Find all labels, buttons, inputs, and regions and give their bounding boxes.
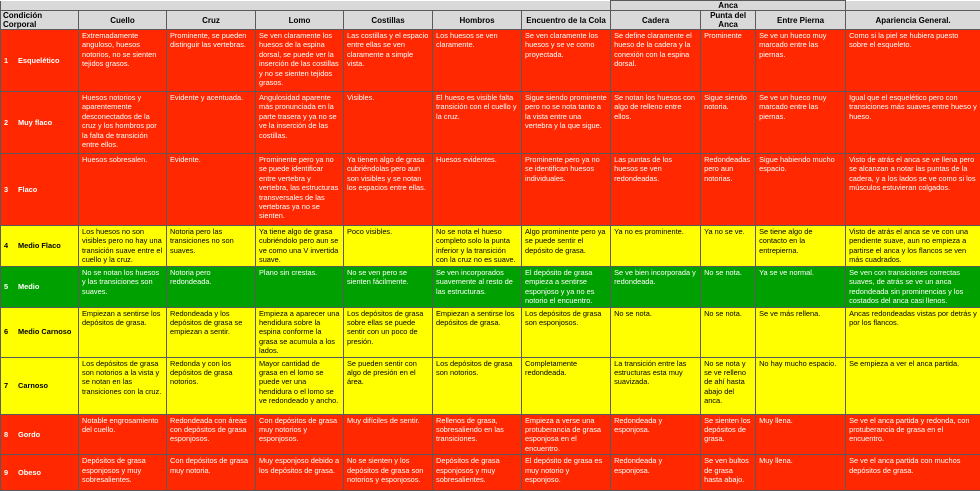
table-cell: Mayor cantidad de grasa en el lomo se puede ver una hendidura o el lomo se ve redondeado y ancho.	[256, 357, 344, 414]
table-cell: Depósitos de grasa esponjosos y muy sobresalientes.	[79, 455, 167, 491]
table-cell: Muy llena.	[756, 455, 846, 491]
table-row	[1, 414, 980, 455]
table-cell: Con depósitos de grasa muy notorios y esponjosos.	[256, 414, 344, 455]
condition-name: Medio Carnoso	[18, 327, 71, 336]
table-cell: Algo prominente pero ya se puede sentir el depósito de grasa.	[522, 226, 611, 267]
table-row	[1, 226, 980, 267]
header-punta-anca: Punta del Anca	[701, 11, 756, 30]
table-cell: Como si la piel se hubiera puesto sobre el esqueleto.	[846, 30, 980, 92]
table-cell: Los depósitos de grasa son notorios.	[433, 357, 522, 414]
table-row	[1, 267, 980, 308]
table-cell: Notoria pero redondeada.	[167, 267, 256, 308]
table-cell: No se nota.	[611, 307, 701, 357]
table-cell: Igual que el esquelético pero con transiciones más suaves entre hueso y hueso.	[846, 92, 980, 154]
table-cell: Visibles.	[344, 92, 433, 154]
condition-name: Medio	[18, 282, 39, 291]
condition-cell	[1, 30, 79, 92]
table-cell: No se notan los huesos y las transiciones son suaves.	[79, 267, 167, 308]
table-cell: Notoria pero las transiciones no son suaves.	[167, 226, 256, 267]
condition-cell	[1, 455, 79, 491]
condition-name: Muy flaco	[18, 118, 52, 127]
condition-name: Carnoso	[18, 381, 48, 390]
table-row	[1, 154, 980, 226]
header-hombros: Hombros	[433, 11, 522, 30]
table-cell: El depósito de grasa empieza a sentirse esponjoso y ya no es notorio el encuentro.	[522, 267, 611, 308]
condition-number: 2	[4, 118, 18, 127]
table-cell: Los depósitos de grasa son esponjosos.	[522, 307, 611, 357]
table-cell: Muy llena.	[756, 414, 846, 455]
table-cell: Los huesos no son visibles pero no hay una transición suave entre el cuello y la cruz.	[79, 226, 167, 267]
table-cell: Visto de atrás el anca se ve llena pero se alcanzan a notar las puntas de la cadera, y a los lados se ve como si los músculos estuvieran colgados.	[846, 154, 980, 226]
table-cell: Se ven bultos de grasa hasta abajo.	[701, 455, 756, 491]
table-cell: Prominente	[701, 30, 756, 92]
header-apariencia-general: Apariencia General.	[846, 11, 980, 30]
condition-number: 3	[4, 185, 18, 194]
table-cell: Los depósitos de grasa sobre ellas se puede sentir con un poco de presión.	[344, 307, 433, 357]
table-row	[1, 30, 980, 92]
header-entre-pierna: Entre Pierna	[756, 11, 846, 30]
table-cell: La transición entre las estructuras esta muy suavizada.	[611, 357, 701, 414]
table-cell: Ya no se ve.	[701, 226, 756, 267]
table-cell: Empiezan a sentirse los depósitos de grasa.	[433, 307, 522, 357]
header-group-row	[1, 1, 980, 11]
condition-cell	[1, 414, 79, 455]
condition-cell	[1, 154, 79, 226]
table-cell: Muy esponjoso debido a los depósitos de grasa.	[256, 455, 344, 491]
table-cell: Ancas redondeadas vistas por detrás y por los flancos.	[846, 307, 980, 357]
table-cell: El hueso es visible falta transición con el cuello y la cruz.	[433, 92, 522, 154]
table-cell: No se ven pero se sienten fácilmente.	[344, 267, 433, 308]
table-cell: Los huesos se ven claramente.	[433, 30, 522, 92]
table-cell: No se nota.	[701, 307, 756, 357]
table-cell: Notable engrosamiento del cuello.	[79, 414, 167, 455]
table-cell: Se tiene algo de contacto en la entrepierna.	[756, 226, 846, 267]
table-cell: Ya no es prominente.	[611, 226, 701, 267]
header-costillas: Costillas	[344, 11, 433, 30]
header-blank-right	[846, 1, 980, 11]
table-cell: Se ven claramente los huesos de la espina dorsal, se puede ver la inserción de las costillas y no se sienten tejidos grasos.	[256, 30, 344, 92]
condition-cell	[1, 267, 79, 308]
table-row	[1, 92, 980, 154]
condition-name: Medio Flaco	[18, 241, 61, 250]
table-cell: Las costillas y el espacio entre ellas se ven claramente a simple vista.	[344, 30, 433, 92]
condition-name: Esquelético	[18, 56, 59, 65]
table-cell: Prominente, se pueden distinguir las vertebras.	[167, 30, 256, 92]
table-cell: Huesos evidentes.	[433, 154, 522, 226]
table-cell: Se empieza a ver el anca partida.	[846, 357, 980, 414]
condition-number: 7	[4, 381, 18, 390]
table-cell: No se nota el hueso completo solo la punta inferior y la transición con la cruz no es suave.	[433, 226, 522, 267]
table-cell: Se ven claramente los huesos y se ve como proyectada.	[522, 30, 611, 92]
table-cell: Prominente pero ya no se identifican huesos individuales.	[522, 154, 611, 226]
table-cell: Muy difíciles de sentir.	[344, 414, 433, 455]
table-cell: Ya tienen algo de grasa cubriéndolas pero aun son visibles y se notan los espacios entre ellas.	[344, 154, 433, 226]
header-blank	[1, 1, 611, 11]
table-cell: Se ve un hueco muy marcado entre las piernas.	[756, 92, 846, 154]
header-row	[1, 11, 980, 30]
table-cell: Sigue siendo notoria.	[701, 92, 756, 154]
table-cell: Plano sin crestas.	[256, 267, 344, 308]
table-cell: Ya tiene algo de grasa cubriéndolo pero aun se ve como una V invertida suave.	[256, 226, 344, 267]
condition-number: 5	[4, 282, 18, 291]
table-cell: Se ven incorporados suavemente al resto de las estructuras.	[433, 267, 522, 308]
table-row	[1, 357, 980, 414]
header-encuentro-cola: Encuentro de la Cola	[522, 11, 611, 30]
condition-name: Flaco	[18, 185, 37, 194]
table-cell: Empiezan a sentirse los depósitos de grasa.	[79, 307, 167, 357]
table-cell: Sigue habiendo mucho espacio.	[756, 154, 846, 226]
table-cell: Evidente y acentuada.	[167, 92, 256, 154]
table-cell: Evidente.	[167, 154, 256, 226]
table-cell: Angulosidad aparente más pronunciada en la parte trasera y ya no se ve la inserción de las costillas.	[256, 92, 344, 154]
condition-number: 6	[4, 327, 18, 336]
header-anca-group: Anca	[611, 1, 846, 11]
header-cadera: Cadera	[611, 11, 701, 30]
condition-cell	[1, 226, 79, 267]
table-cell: Se ve bien incorporada y redondeada.	[611, 267, 701, 308]
table-cell: Los depósitos de grasa son notorios a la vista y se notan en las transiciones con la cruz.	[79, 357, 167, 414]
header-cuello: Cuello	[79, 11, 167, 30]
table-cell: Prominente pero ya no se puede identificar entre vertebra y vertebra, las estructuras transversales de las vertebras ya no se sienten.	[256, 154, 344, 226]
table-cell: Se sienten los depósitos de grasa.	[701, 414, 756, 455]
condition-name: Gordo	[18, 430, 40, 439]
table-cell: Se ven con transiciones correctas suaves, de atrás se ve un anca redondeada sin prominencias y los costados del anca casi llenos.	[846, 267, 980, 308]
table-row	[1, 455, 980, 491]
condition-number: 1	[4, 56, 18, 65]
table-cell: Empieza a aparecer una hendidura sobre la espina conforme la grasa se acumula a los lados.	[256, 307, 344, 357]
table-cell: Redondeada con áreas con depósitos de grasa esponjosos.	[167, 414, 256, 455]
table-cell: Se ve más rellena.	[756, 307, 846, 357]
table-cell: Rellenos de grasa, sobresaliendo en las transiciones.	[433, 414, 522, 455]
condition-number: 8	[4, 430, 18, 439]
table-cell: Extremadamente anguloso, huesos notorios, no se sienten tejidos grasos.	[79, 30, 167, 92]
table-cell: Visto de atrás el anca se ve con una pendiente suave, aun no empieza a partirse el anca y los flancos se ven más cuadrados.	[846, 226, 980, 267]
table-cell: Empieza a verse una protuberancia de grasa esponjosa en el encuentro.	[522, 414, 611, 455]
table-cell: Se notan los huesos con algo de relleno entre ellos.	[611, 92, 701, 154]
table-cell: Redondeada y los depósitos de grasa se empiezan a sentir.	[167, 307, 256, 357]
table-cell: Se ve el anca partida y redonda, con protuberancia de grasa en el encuentro.	[846, 414, 980, 455]
header-lomo: Lomo	[256, 11, 344, 30]
table-row	[1, 307, 980, 357]
table-cell: No se sienten y los depósitos de grasa son notorios y esponjosos.	[344, 455, 433, 491]
table-cell: Con depósitos de grasa muy notoria.	[167, 455, 256, 491]
condition-number: 9	[4, 468, 18, 477]
condition-cell	[1, 92, 79, 154]
table-cell: No hay mucho espacio.	[756, 357, 846, 414]
table-cell: Se define claramente el hueso de la cadera y la conexión con la espina dorsal.	[611, 30, 701, 92]
table-cell: Poco visibles.	[344, 226, 433, 267]
table-cell: Las puntas de los huesos se ven redondeadas.	[611, 154, 701, 226]
table-cell: No se nota y se ve relleno de ahí hasta abajo del anca.	[701, 357, 756, 414]
header-cruz: Cruz	[167, 11, 256, 30]
table-cell: Sigue siendo prominente pero no se nota tanto a la vista entre una vertebra y la que sigue.	[522, 92, 611, 154]
table-cell: Redondeada y esponjosa.	[611, 414, 701, 455]
table-cell: Huesos notorios y aparentemente desconectados de la cruz y los hombros por la falta de transición entre ellos.	[79, 92, 167, 154]
condition-cell	[1, 307, 79, 357]
table-cell: No se nota.	[701, 267, 756, 308]
table-cell: Redondeadas pero aun notorias.	[701, 154, 756, 226]
condition-cell	[1, 357, 79, 414]
condition-number: 4	[4, 241, 18, 250]
table-cell: Redonda y con los depósitos de grasa notorios.	[167, 357, 256, 414]
table-cell: Ya se ve normal.	[756, 267, 846, 308]
header-condicion-corporal: Condición Corporal	[1, 11, 79, 30]
table-cell: Redondeada y esponjosa.	[611, 455, 701, 491]
table-cell: Se ve un hueco muy marcado entre las piernas.	[756, 30, 846, 92]
table-cell: El depósito de grasa es muy notorio y esponjoso.	[522, 455, 611, 491]
table-cell: Se ve el anca partida con muchos depósitos de grasa.	[846, 455, 980, 491]
table-cell: Completamente redondeada.	[522, 357, 611, 414]
table-cell: Depósitos de grasa esponjosos y muy sobresalientes.	[433, 455, 522, 491]
table-cell: Huesos sobresalen.	[79, 154, 167, 226]
condition-name: Obeso	[18, 468, 41, 477]
table-cell: Se pueden sentir con algo de presión en el área.	[344, 357, 433, 414]
